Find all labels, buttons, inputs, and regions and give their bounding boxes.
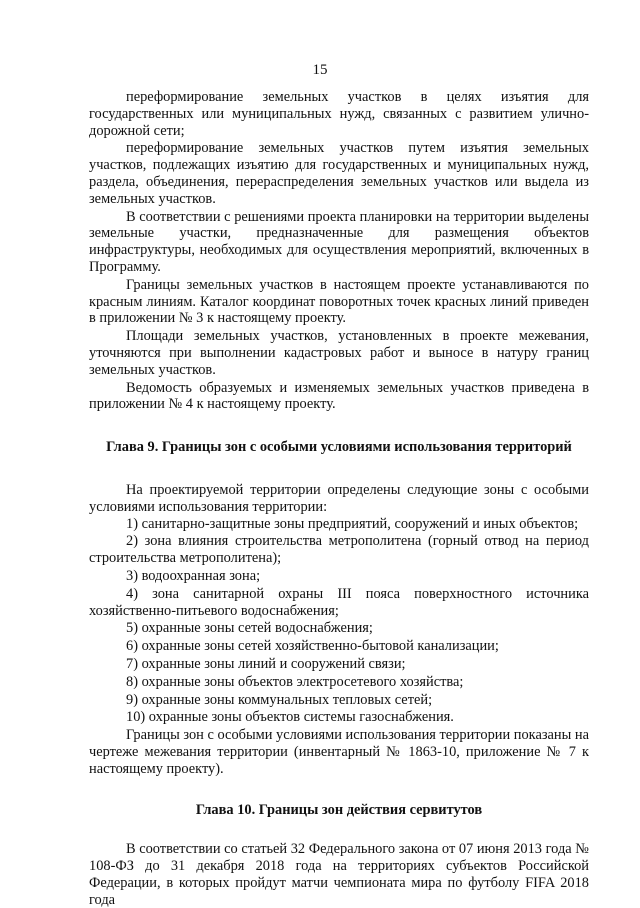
page-number: 15 xyxy=(312,62,328,78)
list-item: 7) охранные зоны линий и сооружений связи; xyxy=(126,655,406,672)
chapter-9-intro: На проектируемой территории определены следующие зоны с особыми условиями использования территории: xyxy=(89,481,589,515)
list-item: 8) охранные зоны объектов электросетевого хозяйства; xyxy=(126,673,464,690)
chapter-10-text: В соответствии со статьей 32 Федерального закона от 07 июня 2013 года № 108-ФЗ до 31 декабря 2018 года на территориях субъектов Российской Федерации, в которых пройдут матчи чемпионата мира по футболу FIFA 2018 года xyxy=(89,841,589,908)
list-item: 3) водоохранная зона; xyxy=(126,567,261,584)
list-item: 4) зона санитарной охраны III пояса поверхностного источника хозяйственно-питьевого водоснабжения; xyxy=(89,585,589,619)
list-item: 2) зона влияния строительства метрополитена (горный отвод на период строительства метрополитена); xyxy=(89,533,589,567)
chapter-9-heading: Глава 9. Границы зон с особыми условиями использования территорий xyxy=(106,439,572,456)
list-item: 9) охранные зоны коммунальных тепловых сетей; xyxy=(126,691,433,708)
chapter-9-closing: Границы зон с особыми условиями использования территории показаны на чертеже межевания территории (инвентарный № 1863-10, приложение № 7 к настоящему проекту). xyxy=(89,727,589,777)
list-item: 1) санитарно-защитные зоны предприятий, сооружений и иных объектов; xyxy=(126,515,579,532)
paragraph: В соответствии с решениями проекта планировки на территории выделены земельные участки, предназначенные для размещения объектов инфраструктуры, необходимых для осуществления мероприятий, включенных в Программу. xyxy=(89,208,589,275)
paragraph: Границы земельных участков в настоящем проекте устанавливаются по красным линиям. Каталог координат поворотных точек красных линий приведен в приложении № 3 к настоящему проекту. xyxy=(89,276,589,327)
list-item: 10) охранные зоны объектов системы газоснабжения. xyxy=(126,709,454,726)
chapter-10-heading: Глава 10. Границы зон действия сервитутов xyxy=(195,802,483,819)
list-item: 6) охранные зоны сетей хозяйственно-бытовой канализации; xyxy=(126,638,499,655)
paragraph: переформирование земельных участков путем изъятия земельных участков, подлежащих изъятию для государственных и муниципальных нужд, раздела, объединения, перераспределения земельных участков или выдела из земельных участков. xyxy=(89,140,589,207)
paragraph: Площади земельных участков, установленных в проекте межевания, уточняются при выполнении кадастровых работ и выносе в натуру границ земельных участков. xyxy=(89,328,589,378)
page-content xyxy=(89,89,589,908)
paragraph: Ведомость образуемых и изменяемых земельных участков приведена в приложении № 4 к настоящему проекту. xyxy=(89,379,589,413)
paragraph: переформирование земельных участков в целях изъятия для государственных или муниципальных нужд, связанных с развитием улично-дорожной сети; xyxy=(89,89,589,139)
list-item: 5) охранные зоны сетей водоснабжения; xyxy=(126,620,373,637)
